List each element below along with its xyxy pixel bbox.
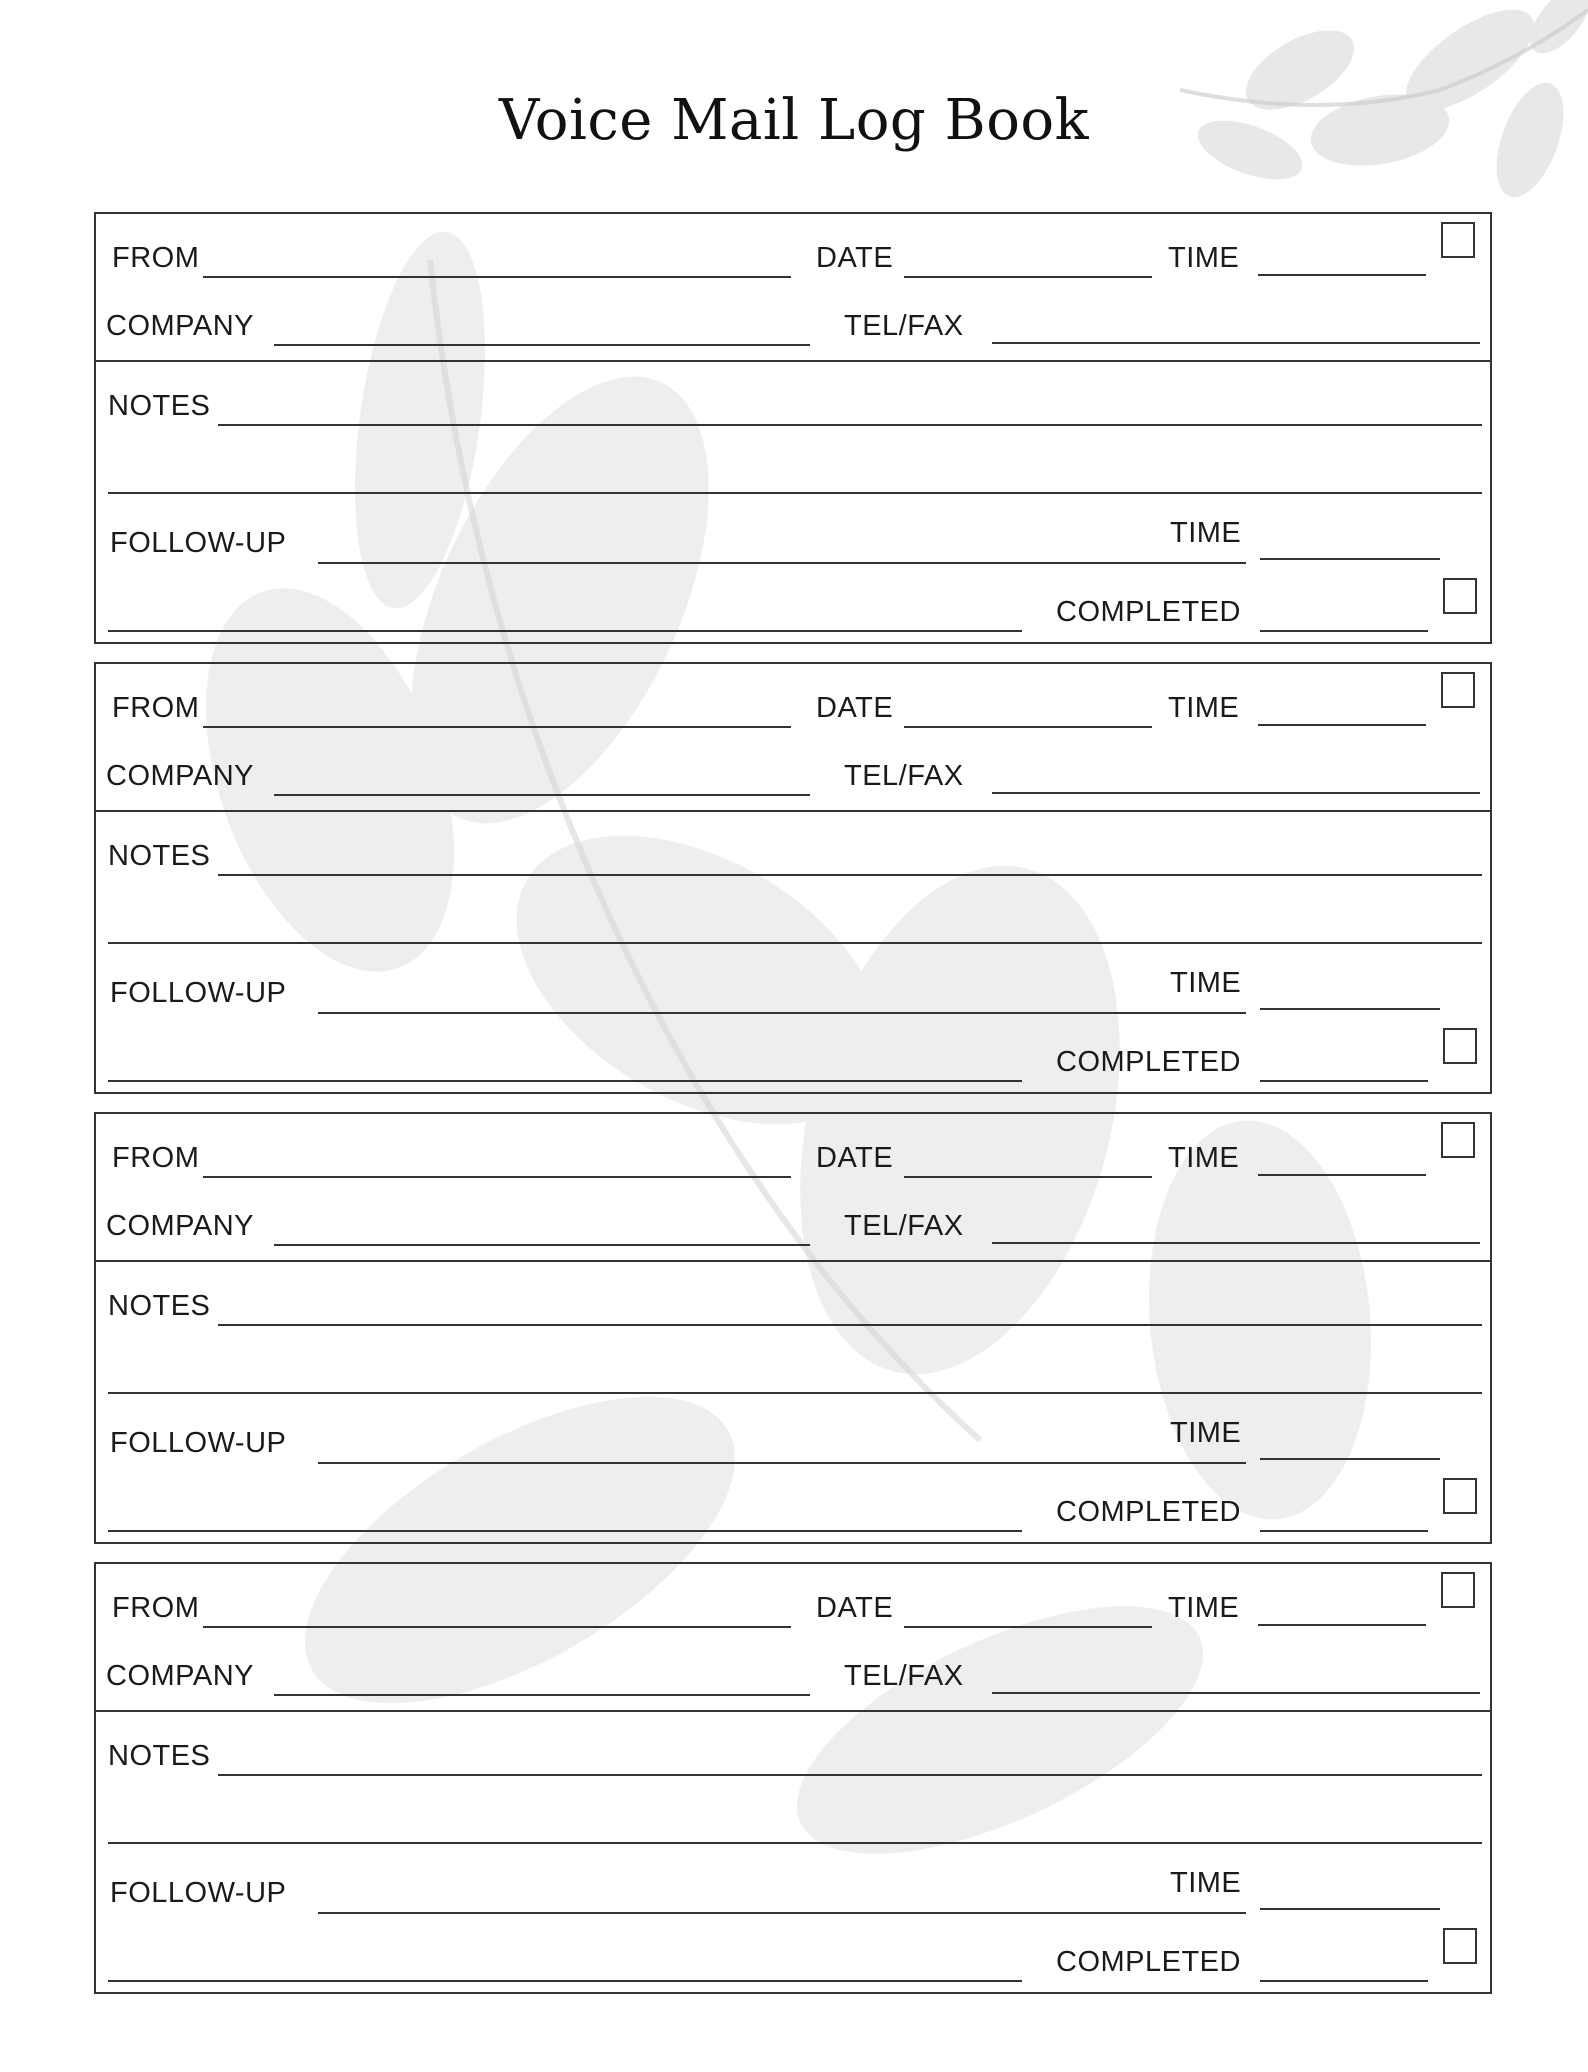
from-label: FROM	[112, 1592, 200, 1624]
followup-time-label: TIME	[1170, 517, 1242, 549]
followup-time-field[interactable]	[1260, 1458, 1440, 1460]
company-label: COMPANY	[106, 1660, 254, 1692]
from-label: FROM	[112, 242, 200, 274]
entry-checkbox[interactable]	[1441, 672, 1475, 708]
followup-time-label: TIME	[1170, 1417, 1242, 1449]
completed-checkbox[interactable]	[1443, 1478, 1477, 1514]
company-field[interactable]	[274, 1694, 810, 1696]
notes-line-1[interactable]	[218, 1324, 1482, 1326]
company-field[interactable]	[274, 794, 810, 796]
completed-checkbox[interactable]	[1443, 1028, 1477, 1064]
telfax-label: TEL/FAX	[844, 1660, 964, 1692]
company-label: COMPANY	[106, 310, 254, 342]
followup-label: FOLLOW-UP	[110, 1877, 287, 1909]
completed-field[interactable]	[1260, 1080, 1428, 1082]
date-label: DATE	[816, 1592, 894, 1624]
from-field[interactable]	[203, 1176, 791, 1178]
completed-checkbox[interactable]	[1443, 578, 1477, 614]
time-label: TIME	[1168, 1142, 1240, 1174]
notes-line-2[interactable]	[108, 1392, 1482, 1394]
completed-label: COMPLETED	[1056, 1946, 1241, 1978]
log-entry	[94, 1112, 1492, 1544]
from-label: FROM	[112, 1142, 200, 1174]
entry-checkbox[interactable]	[1441, 1572, 1475, 1608]
log-entry	[94, 1562, 1492, 1994]
from-field[interactable]	[203, 726, 791, 728]
telfax-field[interactable]	[992, 1242, 1480, 1244]
completed-label: COMPLETED	[1056, 596, 1241, 628]
followup-line-2[interactable]	[108, 1980, 1022, 1982]
log-entry	[94, 662, 1492, 1094]
followup-field[interactable]	[318, 1012, 1246, 1014]
notes-label: NOTES	[108, 840, 211, 872]
telfax-label: TEL/FAX	[844, 1210, 964, 1242]
followup-time-field[interactable]	[1260, 1908, 1440, 1910]
date-field[interactable]	[904, 276, 1152, 278]
time-label: TIME	[1168, 1592, 1240, 1624]
time-label: TIME	[1168, 692, 1240, 724]
date-label: DATE	[816, 1142, 894, 1174]
section-divider	[96, 1710, 1490, 1712]
time-label: TIME	[1168, 242, 1240, 274]
telfax-field[interactable]	[992, 792, 1480, 794]
time-field[interactable]	[1258, 1174, 1426, 1176]
section-divider	[96, 360, 1490, 362]
company-field[interactable]	[274, 1244, 810, 1246]
page-title: Voice Mail Log Book	[498, 88, 1090, 153]
section-divider	[96, 1260, 1490, 1262]
notes-label: NOTES	[108, 1740, 211, 1772]
followup-line-2[interactable]	[108, 630, 1022, 632]
followup-time-label: TIME	[1170, 1867, 1242, 1899]
completed-label: COMPLETED	[1056, 1046, 1241, 1078]
notes-line-1[interactable]	[218, 1774, 1482, 1776]
followup-time-field[interactable]	[1260, 1008, 1440, 1010]
followup-time-label: TIME	[1170, 967, 1242, 999]
from-label: FROM	[112, 692, 200, 724]
notes-line-2[interactable]	[108, 942, 1482, 944]
log-entry	[94, 212, 1492, 644]
notes-line-1[interactable]	[218, 874, 1482, 876]
notes-line-2[interactable]	[108, 1842, 1482, 1844]
completed-field[interactable]	[1260, 1980, 1428, 1982]
followup-label: FOLLOW-UP	[110, 977, 287, 1009]
section-divider	[96, 810, 1490, 812]
entry-checkbox[interactable]	[1441, 222, 1475, 258]
completed-field[interactable]	[1260, 630, 1428, 632]
time-field[interactable]	[1258, 274, 1426, 276]
followup-label: FOLLOW-UP	[110, 1427, 287, 1459]
time-field[interactable]	[1258, 1624, 1426, 1626]
followup-line-2[interactable]	[108, 1530, 1022, 1532]
time-field[interactable]	[1258, 724, 1426, 726]
followup-field[interactable]	[318, 562, 1246, 564]
telfax-field[interactable]	[992, 1692, 1480, 1694]
telfax-label: TEL/FAX	[844, 310, 964, 342]
followup-line-2[interactable]	[108, 1080, 1022, 1082]
entry-checkbox[interactable]	[1441, 1122, 1475, 1158]
date-field[interactable]	[904, 726, 1152, 728]
notes-line-2[interactable]	[108, 492, 1482, 494]
company-label: COMPANY	[106, 760, 254, 792]
notes-line-1[interactable]	[218, 424, 1482, 426]
followup-label: FOLLOW-UP	[110, 527, 287, 559]
from-field[interactable]	[203, 1626, 791, 1628]
date-label: DATE	[816, 692, 894, 724]
completed-label: COMPLETED	[1056, 1496, 1241, 1528]
company-label: COMPANY	[106, 1210, 254, 1242]
telfax-label: TEL/FAX	[844, 760, 964, 792]
followup-field[interactable]	[318, 1462, 1246, 1464]
followup-time-field[interactable]	[1260, 558, 1440, 560]
date-field[interactable]	[904, 1176, 1152, 1178]
completed-checkbox[interactable]	[1443, 1928, 1477, 1964]
from-field[interactable]	[203, 276, 791, 278]
notes-label: NOTES	[108, 390, 211, 422]
date-field[interactable]	[904, 1626, 1152, 1628]
telfax-field[interactable]	[992, 342, 1480, 344]
notes-label: NOTES	[108, 1290, 211, 1322]
followup-field[interactable]	[318, 1912, 1246, 1914]
company-field[interactable]	[274, 344, 810, 346]
completed-field[interactable]	[1260, 1530, 1428, 1532]
date-label: DATE	[816, 242, 894, 274]
